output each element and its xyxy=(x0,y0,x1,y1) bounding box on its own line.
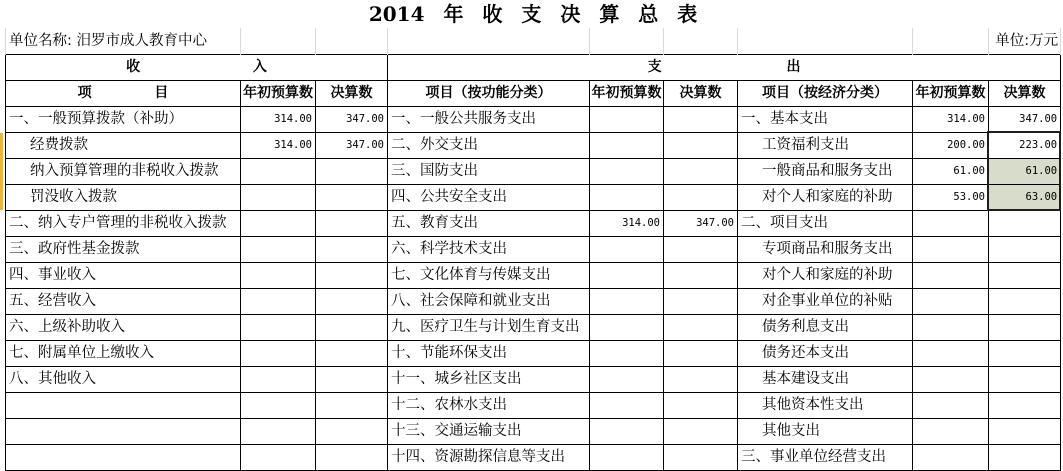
empty-cell[interactable] xyxy=(388,28,590,54)
function-item-cell[interactable]: 九、医疗卫生与计划生育支出 xyxy=(388,314,590,340)
empty-cell[interactable] xyxy=(913,28,989,54)
economic-budget-cell[interactable]: 61.00 xyxy=(913,158,989,184)
table-row xyxy=(6,184,1061,210)
economic-item-cell[interactable]: 二、项目支出 xyxy=(738,210,913,236)
income-budget-cell[interactable] xyxy=(241,418,316,444)
table-row xyxy=(6,418,1061,444)
economic-budget-cell[interactable] xyxy=(913,340,989,366)
income-item-cell[interactable]: 经费拨款 xyxy=(6,132,241,158)
function-final-cell[interactable] xyxy=(664,158,738,184)
column-header-income-budget[interactable]: 年初预算数 xyxy=(241,80,316,106)
economic-final-cell[interactable] xyxy=(989,236,1061,262)
table-row xyxy=(6,288,1061,314)
function-budget-cell[interactable] xyxy=(590,366,664,392)
economic-budget-cell[interactable] xyxy=(913,314,989,340)
income-final-cell[interactable]: 347.00 xyxy=(316,106,388,132)
section-header-row xyxy=(6,54,1061,80)
income-budget-cell[interactable]: 314.00 xyxy=(241,132,316,158)
income-final-cell[interactable]: 347.00 xyxy=(316,132,388,158)
function-item-cell[interactable]: 十三、交通运输支出 xyxy=(388,418,590,444)
function-budget-cell[interactable] xyxy=(590,418,664,444)
economic-item-cell[interactable]: 工资福利支出 xyxy=(738,132,913,158)
income-item-cell[interactable]: 三、政府性基金拨款 xyxy=(6,236,241,262)
function-item-cell[interactable]: 七、文化体育与传媒支出 xyxy=(388,262,590,288)
economic-final-cell[interactable] xyxy=(989,392,1061,418)
economic-final-cell[interactable] xyxy=(989,418,1061,444)
function-item-cell[interactable]: 三、国防支出 xyxy=(388,158,590,184)
economic-item-cell[interactable]: 对个人和家庭的补助 xyxy=(738,262,913,288)
income-item-cell[interactable]: 罚没收入拨款 xyxy=(6,184,241,210)
economic-budget-cell[interactable] xyxy=(913,366,989,392)
unit-row xyxy=(6,28,1061,54)
function-item-cell[interactable]: 一、一般公共服务支出 xyxy=(388,106,590,132)
budget-summary-sheet xyxy=(5,0,1061,471)
income-final-cell[interactable] xyxy=(316,366,388,392)
function-final-cell[interactable] xyxy=(664,262,738,288)
economic-budget-cell[interactable] xyxy=(913,236,989,262)
income-item-cell[interactable]: 一、一般预算拨款（补助） xyxy=(6,106,241,132)
table-row xyxy=(6,262,1061,288)
income-final-cell[interactable] xyxy=(316,314,388,340)
income-final-cell[interactable] xyxy=(316,444,388,470)
column-header-economic-final[interactable]: 决算数 xyxy=(989,80,1061,106)
economic-item-cell[interactable]: 基本建设支出 xyxy=(738,366,913,392)
table-row xyxy=(6,340,1061,366)
function-final-cell[interactable] xyxy=(664,444,738,470)
economic-budget-cell[interactable] xyxy=(913,210,989,236)
column-header-function-budget[interactable]: 年初预算数 xyxy=(590,80,664,106)
income-final-cell[interactable] xyxy=(316,158,388,184)
income-item-cell[interactable]: 七、附属单位上缴收入 xyxy=(6,340,241,366)
function-item-cell[interactable]: 六、科学技术支出 xyxy=(388,236,590,262)
function-final-cell[interactable] xyxy=(664,418,738,444)
function-item-cell[interactable]: 十、节能环保支出 xyxy=(388,340,590,366)
empty-cell[interactable] xyxy=(664,28,738,54)
economic-final-cell[interactable] xyxy=(989,288,1061,314)
income-item-cell[interactable]: 纳入预算管理的非税收入拨款 xyxy=(6,158,241,184)
economic-final-cell-selected[interactable]: 63.00 xyxy=(989,184,1061,210)
income-item-cell[interactable] xyxy=(6,444,241,470)
economic-item-cell[interactable]: 对个人和家庭的补助 xyxy=(738,184,913,210)
function-budget-cell[interactable] xyxy=(590,392,664,418)
economic-item-cell[interactable]: 一、基本支出 xyxy=(738,106,913,132)
function-budget-cell[interactable] xyxy=(590,288,664,314)
expense-section-header[interactable]: 支 出 xyxy=(388,54,1061,80)
empty-cell[interactable] xyxy=(738,28,913,54)
economic-budget-cell[interactable] xyxy=(913,418,989,444)
empty-cell[interactable] xyxy=(316,28,388,54)
economic-final-cell[interactable] xyxy=(989,210,1061,236)
unit-name[interactable]: 单位名称: 汨罗市成人教育中心 xyxy=(6,28,241,54)
table-row xyxy=(6,132,1061,158)
economic-budget-cell[interactable] xyxy=(913,444,989,470)
function-item-cell[interactable]: 十一、城乡社区支出 xyxy=(388,366,590,392)
function-item-cell[interactable]: 五、教育支出 xyxy=(388,210,590,236)
income-budget-cell[interactable] xyxy=(241,262,316,288)
economic-final-cell[interactable] xyxy=(989,314,1061,340)
function-final-cell[interactable] xyxy=(664,132,738,158)
function-budget-cell[interactable] xyxy=(590,132,664,158)
function-budget-cell[interactable]: 314.00 xyxy=(590,210,664,236)
income-final-cell[interactable] xyxy=(316,236,388,262)
table-row xyxy=(6,210,1061,236)
economic-budget-cell[interactable]: 53.00 xyxy=(913,184,989,210)
function-budget-cell[interactable] xyxy=(590,444,664,470)
income-budget-cell[interactable] xyxy=(241,314,316,340)
income-budget-cell[interactable] xyxy=(241,340,316,366)
income-budget-cell[interactable]: 314.00 xyxy=(241,106,316,132)
economic-item-cell[interactable]: 对企事业单位的补贴 xyxy=(738,288,913,314)
income-final-cell[interactable] xyxy=(316,418,388,444)
function-budget-cell[interactable] xyxy=(590,184,664,210)
economic-item-cell[interactable]: 债务还本支出 xyxy=(738,340,913,366)
income-budget-cell[interactable] xyxy=(241,184,316,210)
title-row xyxy=(6,0,1061,28)
income-final-cell[interactable] xyxy=(316,340,388,366)
function-final-cell[interactable] xyxy=(664,314,738,340)
function-budget-cell[interactable] xyxy=(590,158,664,184)
economic-item-cell[interactable]: 专项商品和服务支出 xyxy=(738,236,913,262)
column-header-income-item[interactable]: 项 目 xyxy=(6,80,241,106)
function-final-cell[interactable] xyxy=(664,106,738,132)
income-budget-cell[interactable] xyxy=(241,366,316,392)
economic-budget-cell[interactable] xyxy=(913,392,989,418)
income-budget-cell[interactable] xyxy=(241,392,316,418)
income-final-cell[interactable] xyxy=(316,392,388,418)
economic-final-cell-active[interactable]: 223.00 xyxy=(989,132,1061,158)
economic-item-cell[interactable]: 债务利息支出 xyxy=(738,314,913,340)
economic-item-cell[interactable]: 其他资本性支出 xyxy=(738,392,913,418)
function-final-cell[interactable] xyxy=(664,392,738,418)
table-row xyxy=(6,392,1061,418)
economic-item-cell[interactable]: 其他支出 xyxy=(738,418,913,444)
economic-final-cell[interactable]: 347.00 xyxy=(989,106,1061,132)
function-item-cell[interactable]: 八、社会保障和就业支出 xyxy=(388,288,590,314)
table-row xyxy=(6,106,1061,132)
column-header-row xyxy=(6,80,1061,106)
income-budget-cell[interactable] xyxy=(241,210,316,236)
row-group-marker xyxy=(0,133,3,210)
table-row xyxy=(6,444,1061,470)
function-final-cell[interactable] xyxy=(664,236,738,262)
economic-final-cell-selected[interactable]: 61.00 xyxy=(989,158,1061,184)
currency-unit[interactable]: 单位:万元 xyxy=(989,28,1061,54)
economic-final-cell[interactable] xyxy=(989,444,1061,470)
economic-budget-cell[interactable] xyxy=(913,262,989,288)
economic-final-cell[interactable] xyxy=(989,340,1061,366)
economic-item-cell[interactable]: 三、事业单位经营支出 xyxy=(738,444,913,470)
income-final-cell[interactable] xyxy=(316,288,388,314)
function-budget-cell[interactable] xyxy=(590,314,664,340)
function-final-cell[interactable] xyxy=(664,288,738,314)
income-budget-cell[interactable] xyxy=(241,158,316,184)
income-budget-cell[interactable] xyxy=(241,288,316,314)
column-header-function-final[interactable]: 决算数 xyxy=(664,80,738,106)
income-item-cell[interactable]: 四、事业收入 xyxy=(6,262,241,288)
table-row xyxy=(6,158,1061,184)
function-item-cell[interactable]: 四、公共安全支出 xyxy=(388,184,590,210)
income-final-cell[interactable] xyxy=(316,210,388,236)
economic-budget-cell[interactable]: 200.00 xyxy=(913,132,989,158)
table-row xyxy=(6,314,1061,340)
income-item-cell[interactable]: 六、上级补助收入 xyxy=(6,314,241,340)
column-header-economic-budget[interactable]: 年初预算数 xyxy=(913,80,989,106)
function-budget-cell[interactable] xyxy=(590,340,664,366)
economic-final-cell[interactable] xyxy=(989,262,1061,288)
column-header-economic-item[interactable]: 项目（按经济分类） xyxy=(738,80,913,106)
function-final-cell[interactable] xyxy=(664,366,738,392)
function-item-cell[interactable]: 十二、农林水支出 xyxy=(388,392,590,418)
function-item-cell[interactable]: 十四、资源勘探信息等支出 xyxy=(388,444,590,470)
economic-final-cell[interactable] xyxy=(989,366,1061,392)
economic-budget-cell[interactable]: 314.00 xyxy=(913,106,989,132)
income-budget-cell[interactable] xyxy=(241,236,316,262)
table-row xyxy=(6,366,1061,392)
function-final-cell[interactable] xyxy=(664,184,738,210)
function-budget-cell[interactable] xyxy=(590,236,664,262)
economic-item-cell[interactable]: 一般商品和服务支出 xyxy=(738,158,913,184)
income-item-cell[interactable] xyxy=(6,392,241,418)
table-row xyxy=(6,236,1061,262)
income-final-cell[interactable] xyxy=(316,262,388,288)
economic-budget-cell[interactable] xyxy=(913,288,989,314)
column-header-income-final[interactable]: 决算数 xyxy=(316,80,388,106)
report-title[interactable]: 2014 年 收 支 决 算 总 表 xyxy=(368,2,698,26)
empty-cell[interactable] xyxy=(241,28,316,54)
column-header-function-item[interactable]: 项目（按功能分类） xyxy=(388,80,590,106)
income-item-cell[interactable]: 二、纳入专户管理的非税收入拨款 xyxy=(6,210,241,236)
income-budget-cell[interactable] xyxy=(241,444,316,470)
income-item-cell[interactable]: 八、其他收入 xyxy=(6,366,241,392)
function-budget-cell[interactable] xyxy=(590,106,664,132)
empty-cell[interactable] xyxy=(590,28,664,54)
function-final-cell[interactable]: 347.00 xyxy=(664,210,738,236)
function-item-cell[interactable]: 二、外交支出 xyxy=(388,132,590,158)
income-item-cell[interactable]: 五、经营收入 xyxy=(6,288,241,314)
income-section-header[interactable]: 收 入 xyxy=(6,54,388,80)
income-final-cell[interactable] xyxy=(316,184,388,210)
income-item-cell[interactable] xyxy=(6,418,241,444)
function-budget-cell[interactable] xyxy=(590,262,664,288)
function-final-cell[interactable] xyxy=(664,340,738,366)
